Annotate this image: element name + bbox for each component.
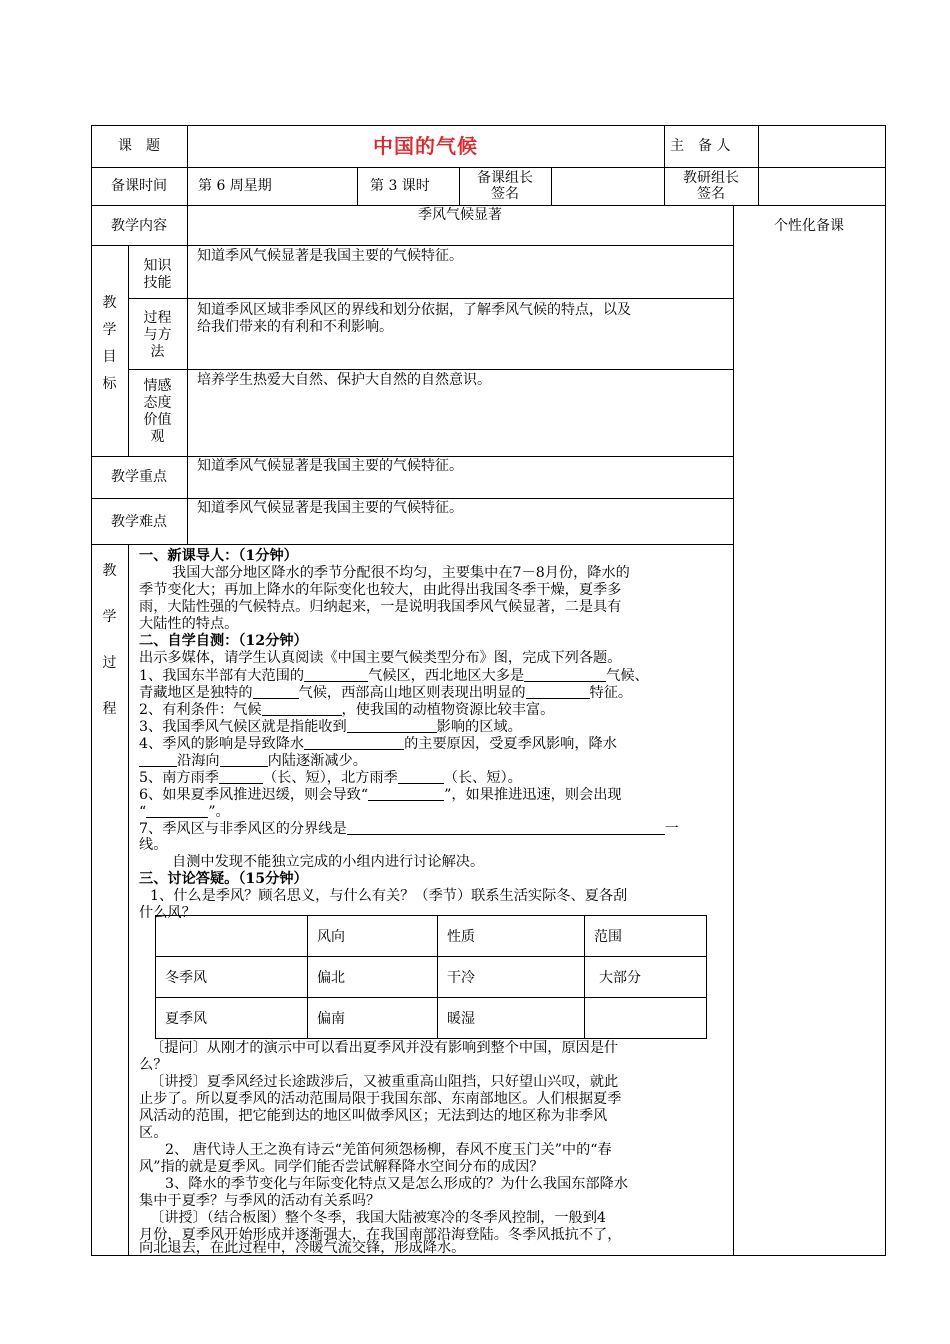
- table-cell: 冬季风: [156, 957, 308, 998]
- question-7-cont: 线。: [139, 837, 168, 853]
- goal-label-line: 技能: [143, 275, 172, 291]
- question-text: 沿海向: [177, 753, 220, 769]
- teaching-content-label: 教学内容: [111, 218, 167, 234]
- goal-label-line: 与方: [143, 327, 172, 343]
- answer-blank[interactable]: [526, 684, 590, 699]
- goal-label-line: 价值: [143, 412, 172, 428]
- question-text: （长、短）。: [443, 770, 522, 786]
- tail-line: 〔讲授〕（结合板图）整个冬季，我国大陆被寒冷的冬季风控制，一般到4: [150, 1210, 606, 1226]
- section-selftest-title: 二、自学自测：（12分钟）: [139, 633, 308, 649]
- table-cell: 干冷: [438, 957, 585, 998]
- tail-line: 向北退去，在此过程中，冷暖气流交锋，形成降水。: [139, 1240, 466, 1256]
- table-header-cell: 范围: [585, 916, 707, 957]
- question-text: 气候，西部高山地区则表现出明显的: [298, 685, 526, 701]
- question-6-cont: [139, 803, 230, 821]
- section-discussion-title: 三、讨论答疑。（15分钟）: [139, 871, 308, 887]
- question-text: 青藏地区是独特的: [139, 685, 253, 701]
- answer-blank[interactable]: [220, 752, 268, 767]
- goal-text-line: 给我们带来的有利和不利影响。: [197, 319, 393, 335]
- question-text: 特征。: [589, 685, 633, 701]
- tail-line: 〔讲授〕夏季风经过长途跋涉后，又被重重高山阻挡，只好望山兴叹，就此: [150, 1074, 619, 1090]
- tail-line: 止步了。所以夏季风的活动范围局限于我国东部、东南部地区。人们根据夏季: [139, 1091, 622, 1107]
- group-leader-label: [459, 170, 551, 202]
- goal-label-line: 观: [150, 429, 165, 445]
- prep-time-label: 备课时间: [111, 178, 167, 194]
- question-text: 2、有利条件：气候: [139, 702, 262, 718]
- tail-line: 风”指的就是夏季风。同学们能否尝试解释降水空间分布的成因？: [139, 1159, 544, 1175]
- answer-blank[interactable]: [398, 769, 444, 784]
- table-cell: [585, 998, 707, 1039]
- question-text: “: [139, 804, 147, 820]
- goal-label-line: 情感: [143, 378, 172, 394]
- key-point-label: 教学重点: [111, 469, 167, 485]
- question-text: ”。: [208, 804, 230, 820]
- preparer-label: 主 备 人: [670, 138, 731, 154]
- personal-prep-label: 个性化备课: [774, 218, 844, 234]
- discussion-q1: 1、什么是季风？顾名思义，与什么有关？（季节）联系生活实际冬、夏各刮: [150, 888, 628, 904]
- goal-process-text: [197, 302, 631, 336]
- answer-blank[interactable]: [304, 667, 368, 682]
- answer-blank[interactable]: [146, 803, 208, 818]
- group-leader-label-line1: 备课组长: [477, 170, 533, 186]
- tail-line: 2、 唐代诗人王之涣有诗云“羌笛何须怨杨柳，春风不度玉门关”中的“春: [165, 1142, 612, 1158]
- question-text: 气候、: [606, 668, 649, 684]
- goal-emotion-label: [128, 378, 187, 446]
- goal-emotion-text: 培养学生热爱大自然、保护大自然的自然意识。: [197, 372, 491, 388]
- research-leader-label-line2: 签名: [697, 186, 725, 202]
- answer-blank[interactable]: [347, 718, 437, 733]
- answer-blank[interactable]: [524, 667, 606, 682]
- table-cell: 暖湿: [438, 998, 585, 1039]
- goal-knowledge-label: [128, 258, 187, 292]
- goals-col-char: 教: [102, 295, 117, 311]
- question-text: 4、季风的影响是导致降水: [139, 736, 305, 752]
- question-4-cont: [139, 752, 367, 770]
- answer-blank[interactable]: [304, 735, 404, 750]
- intro-line: 季节变化大；再加上降水的年际变化也较大，由此得出我国冬季干燥，夏季多: [139, 582, 622, 598]
- teaching-content-value: 季风气候显著: [418, 207, 502, 223]
- table-header-cell: 性质: [438, 916, 585, 957]
- goal-label-line: 态度: [143, 395, 172, 411]
- key-point-text: 知道季风气候显著是我国主要的气候特征。: [197, 458, 463, 474]
- goal-process-label: [128, 310, 187, 361]
- intro-line: 我国大部分地区降水的季节分配很不均匀，主要集中在7－8月份，降水的: [172, 565, 630, 581]
- process-col-char: 学: [102, 609, 117, 625]
- question-text: 5、南方雨季: [139, 770, 219, 786]
- tail-line: 〔提问〕从刚才的演示中可以看出夏季风并没有影响到整个中国，原因是什: [150, 1040, 619, 1056]
- section-intro-title: 一、新课导人：（1分钟）: [139, 548, 298, 564]
- monsoon-table: [155, 915, 707, 1039]
- tail-line: 集中于夏季？与季风的活动有关系吗？: [139, 1193, 381, 1209]
- table-header-cell: 风向: [308, 916, 438, 957]
- selftest-intro: 出示多媒体，请学生认真阅读《中国主要气候类型分布》图，完成下列各题。: [139, 650, 622, 666]
- table-header-row: [156, 916, 707, 957]
- goals-col-char: 目: [102, 349, 117, 365]
- question-2: [139, 701, 554, 719]
- week-value: 第 6 周星期: [198, 178, 272, 194]
- research-leader-label: [664, 170, 758, 202]
- goal-text-line: 知道季风区域非季风区的界线和划分依据，了解季风气候的特点，以及: [197, 302, 631, 318]
- goal-label-line: 知识: [143, 258, 172, 274]
- question-1: [139, 667, 649, 685]
- question-text: 6、如果夏季风推进迟缓，则会导致“: [139, 787, 369, 803]
- table-cell: 夏季风: [156, 998, 308, 1039]
- selftest-note: 自测中发现不能独立完成的小组内进行讨论解决。: [172, 854, 485, 870]
- question-text: 内陆逐渐减少。: [267, 753, 367, 769]
- answer-blank[interactable]: [219, 769, 263, 784]
- intro-line: 大陆性的特点。: [139, 616, 239, 632]
- tail-line: 3、降水的季节变化与年际变化特点又是怎么形成的？为什么我国东部降水: [165, 1176, 629, 1192]
- lesson-title: 中国的气候: [373, 134, 478, 158]
- goal-knowledge-text: 知道季风气候显著是我国主要的气候特征。: [197, 248, 463, 264]
- question-text: 1、我国东半部有大范围的: [139, 668, 305, 684]
- research-leader-label-line1: 教研组长: [683, 170, 739, 186]
- table-cell: 偏南: [308, 998, 438, 1039]
- process-col-char: 程: [102, 701, 117, 717]
- discussion-q1: 什么风？: [139, 905, 196, 921]
- question-text: 3、我国季风气候区就是指能收到: [139, 719, 347, 735]
- question-4: [139, 735, 617, 753]
- answer-blank[interactable]: [262, 701, 342, 716]
- intro-line: 雨，大陆性强的气候特点。归纳起来，一是说明我国季风气候显著，二是具有: [139, 599, 622, 615]
- answer-blank[interactable]: [253, 684, 299, 699]
- answer-blank[interactable]: [368, 786, 444, 801]
- goals-col-label: [91, 290, 128, 398]
- difficulty-text: 知道季风气候显著是我国主要的气候特征。: [197, 500, 463, 516]
- process-col-char: 过: [102, 655, 117, 671]
- table-header-cell: [156, 916, 308, 957]
- table-row: [156, 998, 707, 1039]
- tail-line: 么？: [139, 1057, 168, 1073]
- question-1-cont: [139, 684, 632, 702]
- table-cell: 偏北: [308, 957, 438, 998]
- process-col-label: [91, 548, 128, 732]
- table-cell: 大部分: [585, 957, 707, 998]
- tail-line: 月份，夏季风开始形成并逐渐强大，在我国南部沿海登陆。冬季风抵抗不了，: [139, 1227, 622, 1243]
- tail-line: 区。: [139, 1125, 168, 1141]
- goals-col-char: 标: [102, 376, 117, 392]
- goal-label-line: 法: [150, 344, 165, 360]
- difficulty-label: 教学难点: [111, 514, 167, 530]
- question-text: 7、季风区与非季风区的分界线是: [139, 821, 347, 837]
- goal-label-line: 过程: [143, 310, 172, 326]
- question-text: 气候区，西北地区大多是: [368, 668, 525, 684]
- question-text: ，使我国的动植物资源比较丰富。: [341, 702, 555, 718]
- goals-col-char: 学: [102, 322, 117, 338]
- question-text: （长、短），北方雨季: [262, 770, 398, 786]
- question-7: [139, 820, 679, 838]
- table-row: [156, 957, 707, 998]
- question-6: [139, 786, 622, 804]
- question-3: [139, 718, 522, 736]
- tail-line: 风活动的范围，把它能到达的地区叫做季风区；无法到达的地区称为非季风: [139, 1108, 608, 1124]
- question-text: 的主要原因，受夏季风影响，降水: [404, 736, 617, 752]
- subject-label: 课 题: [118, 138, 160, 154]
- answer-blank[interactable]: [347, 820, 665, 835]
- question-text: 影响的区域。: [436, 719, 522, 735]
- lesson-period-value: 第 3 课时: [370, 178, 430, 194]
- process-col-char: 教: [102, 563, 117, 579]
- question-text: 一: [664, 821, 679, 837]
- question-5: [139, 769, 522, 787]
- question-text: ”，如果推进迅速，则会出现: [444, 787, 622, 803]
- answer-blank[interactable]: [139, 752, 177, 767]
- group-leader-label-line2: 签名: [491, 186, 519, 202]
